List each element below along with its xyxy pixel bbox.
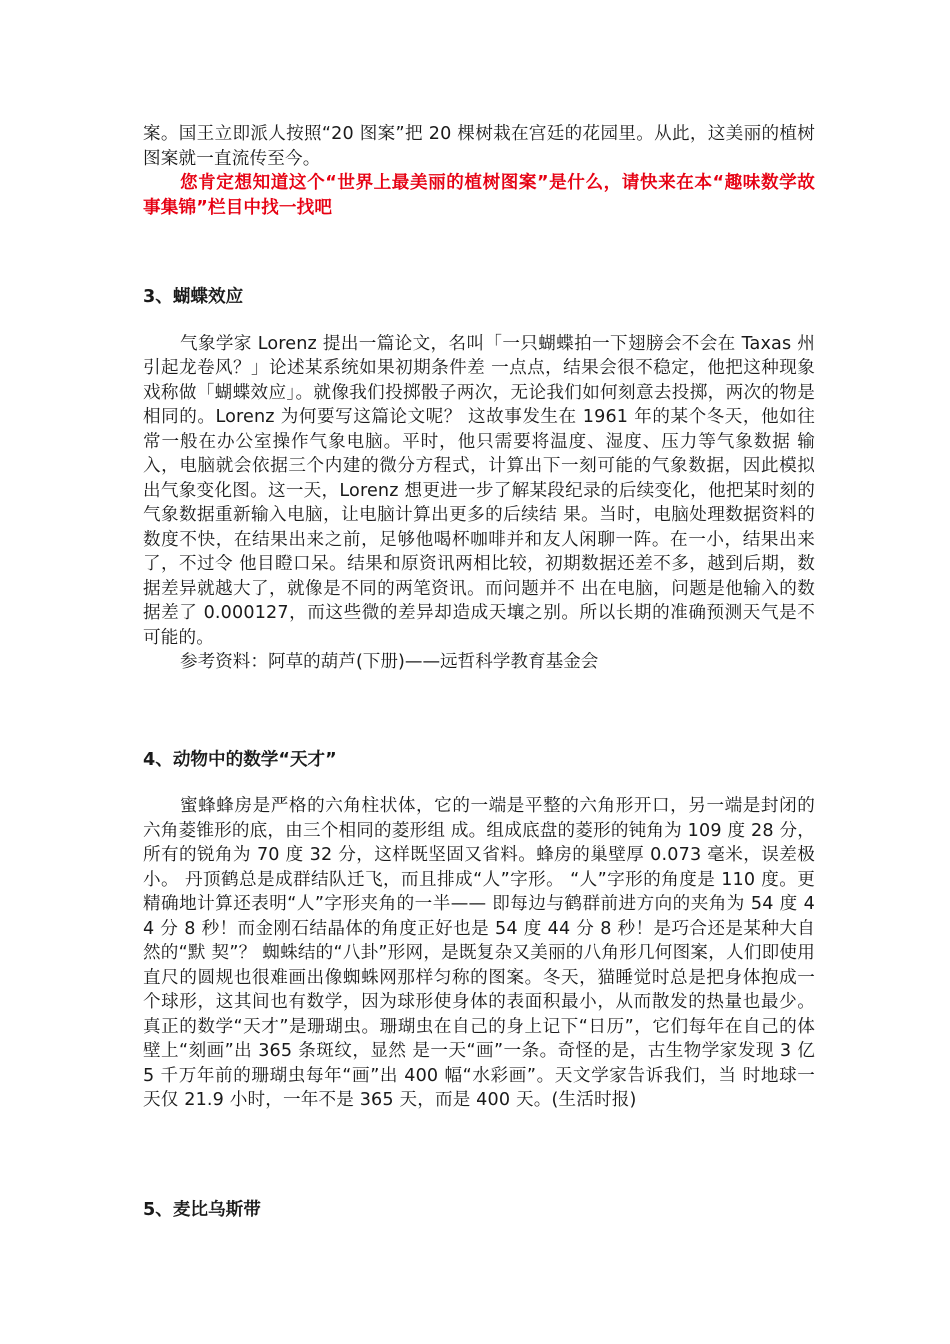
section3-reference: 参考资料：阿草的葫芦(下册)——远哲科学教育基金会 [180,652,599,672]
intro-highlight: 您肯定想知道这个“世界上最美丽的植树图案”是什么，请快来在本“趣味数学故事集锦”栏目中找一找吧 [143,173,815,218]
section3-body: 气象学家 Lorenz 提出一篇论文，名叫「一只蝴蝶拍一下翅膀会不会在 Taxas 州引起龙卷风？」论述某系统如果初期条件差 一点点，结果会很不稳定，他把这种现象戏称做「蝴蝶效应」。就像我们投掷骰子两次，无论我们如何刻意去投掷，两次的物是相同的。Lorenz 为何要写这篇论文呢？ 这故事发生在 1961 年的某个冬天，他如往常一般在办公室操作气象电脑。平时，他只需要将温度、湿度、压力等气象数据 输入，电脑就会依据三个内建的微分方程式，计算出下一刻可能的气象数据，因此模拟出气象变化图。这一天，Lorenz 想更进一步了解某段纪录的后续变化，他把某时刻的气象数据重新输入电脑，让电脑计算出更多的后续结 果。当时，电脑处理数据资料的数度不快，在结果出来之前，足够他喝杯咖啡并和友人闲聊一阵。在一小，结果出来了，不过令 他目瞪口呆。结果和原资讯两相比较，初期数据还差不多，越到后期，数据差异就越大了，就像是不同的两笔资讯。而问题并不 出在电脑，问题是他输入的数据差了 0.000127，而这些微的差异却造成天壤之别。所以长期的准确预测天气是不可能的。 [143,333,815,648]
section4-heading: 4、动物中的数学“天才” [143,749,337,770]
document-page [143,122,815,1222]
section3-heading: 3、蝴蝶效应 [143,287,244,307]
section4-body: 蜜蜂蜂房是严格的六角柱状体，它的一端是平整的六角形开口，另一端是封闭的六角菱锥形的底，由三个相同的菱形组 成。组成底盘的菱形的钝角为 109 度 28 分，所有的锐角为 70 度 32 分，这样既坚固又省料。蜂房的巢壁厚 0.073 毫米，误差极小。 丹顶鹤总是成群结队迁飞，而且排成“人”字形。 “人”字形的角度是 110 度。更精确地计算还表明“人”字形夹角的一半—— 即每边与鹤群前进方向的夹角为 54 度 44 分 8 秒！而金刚石结晶体的角度正好也是 54 度 44 分 8 秒！是巧合还是某种大自然的“默 契”？ 蜘蛛结的“八卦”形网，是既复杂又美丽的八角形几何图案，人们即使用直尺的圆规也很难画出像蜘蛛网那样匀称的图案。冬天，猫睡觉时总是把身体抱成一个球形，这其间也有数学，因为球形使身体的表面积最小，从而散发的热量也最少。 真正的数学“天才”是珊瑚虫。珊瑚虫在自己的身上记下“日历”，它们每年在自己的体壁上“刻画”出 365 条斑纹，显然 是一天“画”一条。奇怪的是，古生物学家发现 3 亿 5 千万年前的珊瑚虫每年“画”出 400 幅“水彩画”。天文学家告诉我们，当 时地球一天仅 21.9 小时，一年不是 365 天，而是 400 天。(生活时报) [143,796,815,1110]
section5-heading: 5、麦比乌斯带 [143,1199,261,1220]
intro-paragraph: 案。国王立即派人按照“20 图案”把 20 棵树栽在宫廷的花园里。从此，这美丽的植树图案就一直流传至今。 [143,124,815,169]
